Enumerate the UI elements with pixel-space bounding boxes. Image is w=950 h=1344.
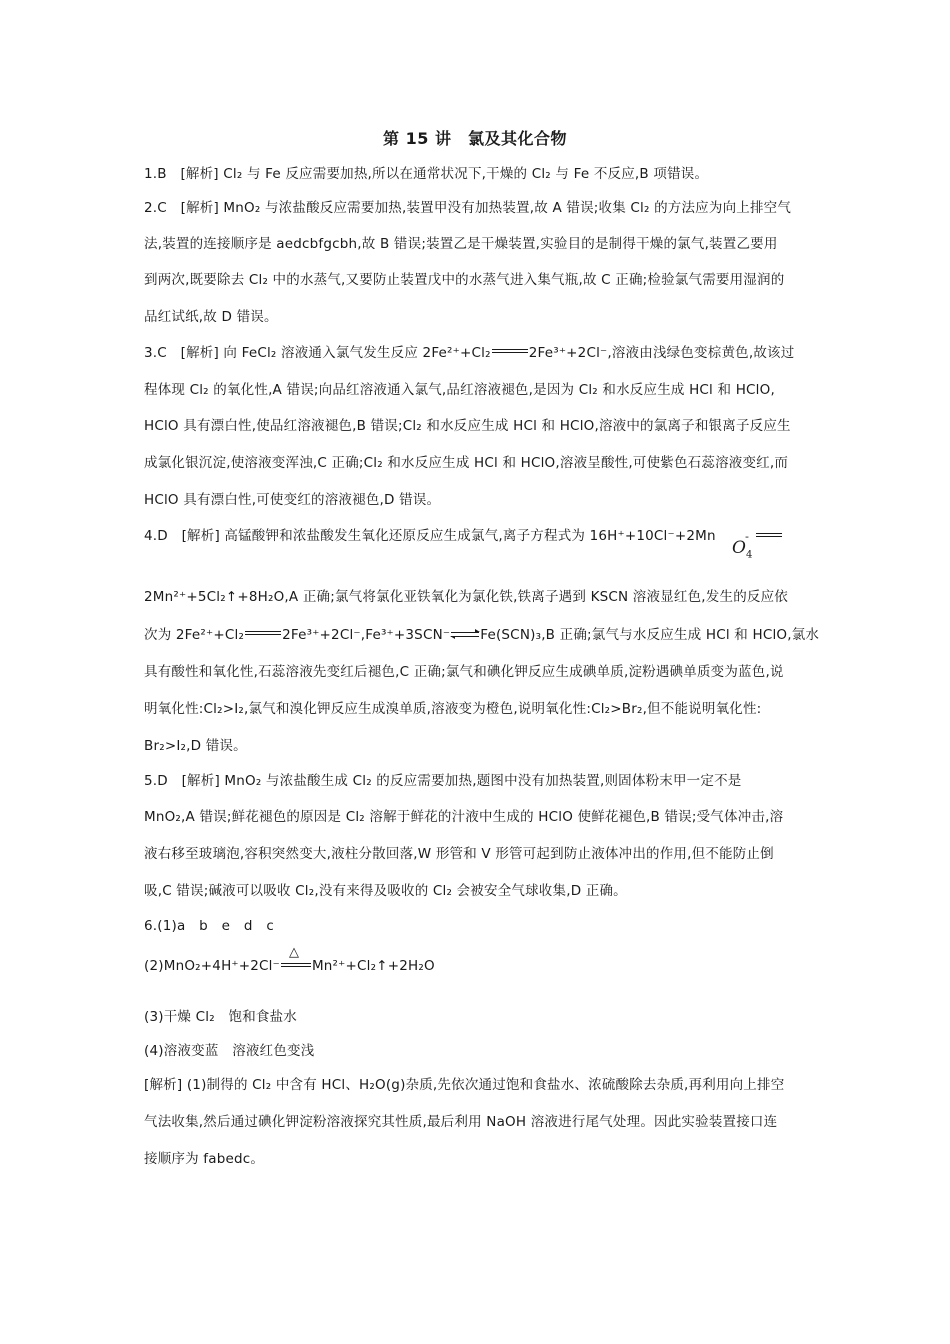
heat-triangle-icon: △: [288, 945, 300, 960]
answer-6-explanation-2: 气法收集,然后通过碘化钾淀粉溶液探究其性质,最后利用 NaOH 溶液进行尾气处理。因此实验装置接口连: [144, 1114, 778, 1130]
answer-3-line-5: HClO 具有漂白性,可使变红的溶液褪色,D 错误。: [144, 492, 441, 508]
answer-2-line-2: 法,装置的连接顺序是 aedcbfgcbh,故 B 错误;装置乙是干燥装置,实验目的是制得干燥的氯气,装置乙要用: [144, 236, 778, 252]
equals-sign: [756, 533, 782, 541]
reversible-arrow: [450, 630, 480, 640]
answer-6-part-2: [144, 945, 814, 976]
answer-4-line-6: Br₂>I₂,D 错误。: [144, 738, 247, 754]
answer-3-line-2: 程体现 Cl₂ 的氧化性,A 错误;向品红溶液通入氯气,品红溶液褪色,是因为 Cl₂ 和水反应生成 HCl 和 HClO,: [144, 382, 775, 398]
permanganate-formula: $O_4$: [732, 538, 753, 561]
equals-sign: [244, 630, 282, 640]
equals-sign: [491, 348, 529, 358]
answer-6-part-1: 6.(1)a b e d c: [144, 918, 274, 934]
answer-4-line-1: 4.D [解析] 高锰酸钾和浓盐酸发生氧化还原反应生成氯气,离子方程式为 16H⁺+10Cl⁻+2Mn: [144, 528, 716, 544]
answer-1-line-1: 1.B [解析] Cl₂ 与 Fe 反应需要加热,所以在通常状况下,干燥的 Cl₂ 与 Fe 不反应,B 项错误。: [144, 166, 709, 182]
answer-3-line-1b: 2Fe³⁺+2Cl⁻,溶液由浅绿色变棕黄色,故该过: [528, 345, 795, 361]
answer-6-part-2a: (2)MnO₂+4H⁺+2Cl⁻: [144, 958, 280, 974]
answer-3-line-3: HClO 具有漂白性,使品红溶液褪色,B 错误;Cl₂ 和水反应生成 HCl 和 HClO,溶液中的氯离子和银离子反应生: [144, 418, 791, 434]
heating-equals-sign: [280, 945, 312, 971]
answer-2-line-3: 到两次,既要除去 Cl₂ 中的水蒸气,又要防止装置戊中的水蒸气进入集气瓶,故 C 正确;检验氯气需要用湿润的: [144, 272, 785, 288]
answer-6-part-4: (4)溶液变蓝 溶液红色变浅: [144, 1043, 315, 1059]
answer-5-line-1: 5.D [解析] MnO₂ 与浓盐酸生成 Cl₂ 的反应需要加热,题图中没有加热装置,则固体粉末甲一定不是: [144, 773, 742, 789]
answer-3-line-1a: 3.C [解析] 向 FeCl₂ 溶液通入氯气发生反应 2Fe²⁺+Cl₂: [144, 345, 491, 361]
answer-4-line-4: 具有酸性和氧化性,石蕊溶液先变红后褪色,C 正确;氯气和碘化钾反应生成碘单质,淀粉遇碘单质变为蓝色,说: [144, 664, 784, 680]
page-title: 第 15 讲 氯及其化合物: [383, 129, 567, 148]
answer-5-line-3: 液右移至玻璃泡,容积突然变大,液柱分散回落,W 形管和 V 形管可起到防止液体冲出的作用,但不能防止倒: [144, 846, 774, 862]
answer-6-explanation-1: [解析] (1)制得的 Cl₂ 中含有 HCl、H₂O(g)杂质,先依次通过饱和食盐水、浓硫酸除去杂质,再利用向上排空: [144, 1077, 785, 1093]
permanganate-charge: -: [745, 530, 749, 543]
answer-4-line-3a: 次为 2Fe²⁺+Cl₂: [144, 627, 245, 643]
answer-4-line-3c: Fe(SCN)₃,B 正确;氯气与水反应生成 HCl 和 HClO,氯水: [480, 627, 820, 643]
answer-6-part-3: (3)干燥 Cl₂ 饱和食盐水: [144, 1009, 298, 1025]
answer-5-line-4: 吸,C 错误;碱液可以吸收 Cl₂,没有来得及吸收的 Cl₂ 会被安全气球收集,D 正确。: [144, 883, 627, 899]
answer-4-line-2: 2Mn²⁺+5Cl₂↑+8H₂O,A 正确;氯气将氯化亚铁氧化为氯化铁,铁离子遇到 KSCN 溶液显红色,发生的反应依: [144, 589, 788, 605]
answer-3-line-4: 成氯化银沉淀,使溶液变浑浊,C 正确;Cl₂ 和水反应生成 HCl 和 HClO,溶液呈酸性,可使紫色石蕊溶液变红,而: [144, 455, 789, 471]
answer-3-line-1: [144, 343, 814, 363]
answer-4-line-3: [144, 625, 820, 645]
answer-6-part-2b: Mn²⁺+Cl₂↑+2H₂O: [311, 958, 435, 974]
answer-2-line-1: 2.C [解析] MnO₂ 与浓盐酸反应需要加热,装置甲没有加热装置,故 A 错误;收集 Cl₂ 的方法应为向上排空气: [144, 200, 792, 216]
answer-4-line-3b: 2Fe³⁺+2Cl⁻,Fe³⁺+3SCN⁻: [282, 627, 451, 643]
answer-6-explanation-3: 接顺序为 fabedc。: [144, 1151, 265, 1167]
answer-4-line-5: 明氧化性:Cl₂>I₂,氯气和溴化钾反应生成溴单质,溶液变为橙色,说明氧化性:Cl₂>Br₂,但不能说明氧化性:: [144, 701, 762, 717]
answer-5-line-2: MnO₂,A 错误;鲜花褪色的原因是 Cl₂ 溶解于鲜花的汁液中生成的 HClO 使鲜花褪色,B 错误;受气体冲击,溶: [144, 809, 784, 825]
answer-2-line-4: 品红试纸,故 D 错误。: [144, 309, 278, 325]
